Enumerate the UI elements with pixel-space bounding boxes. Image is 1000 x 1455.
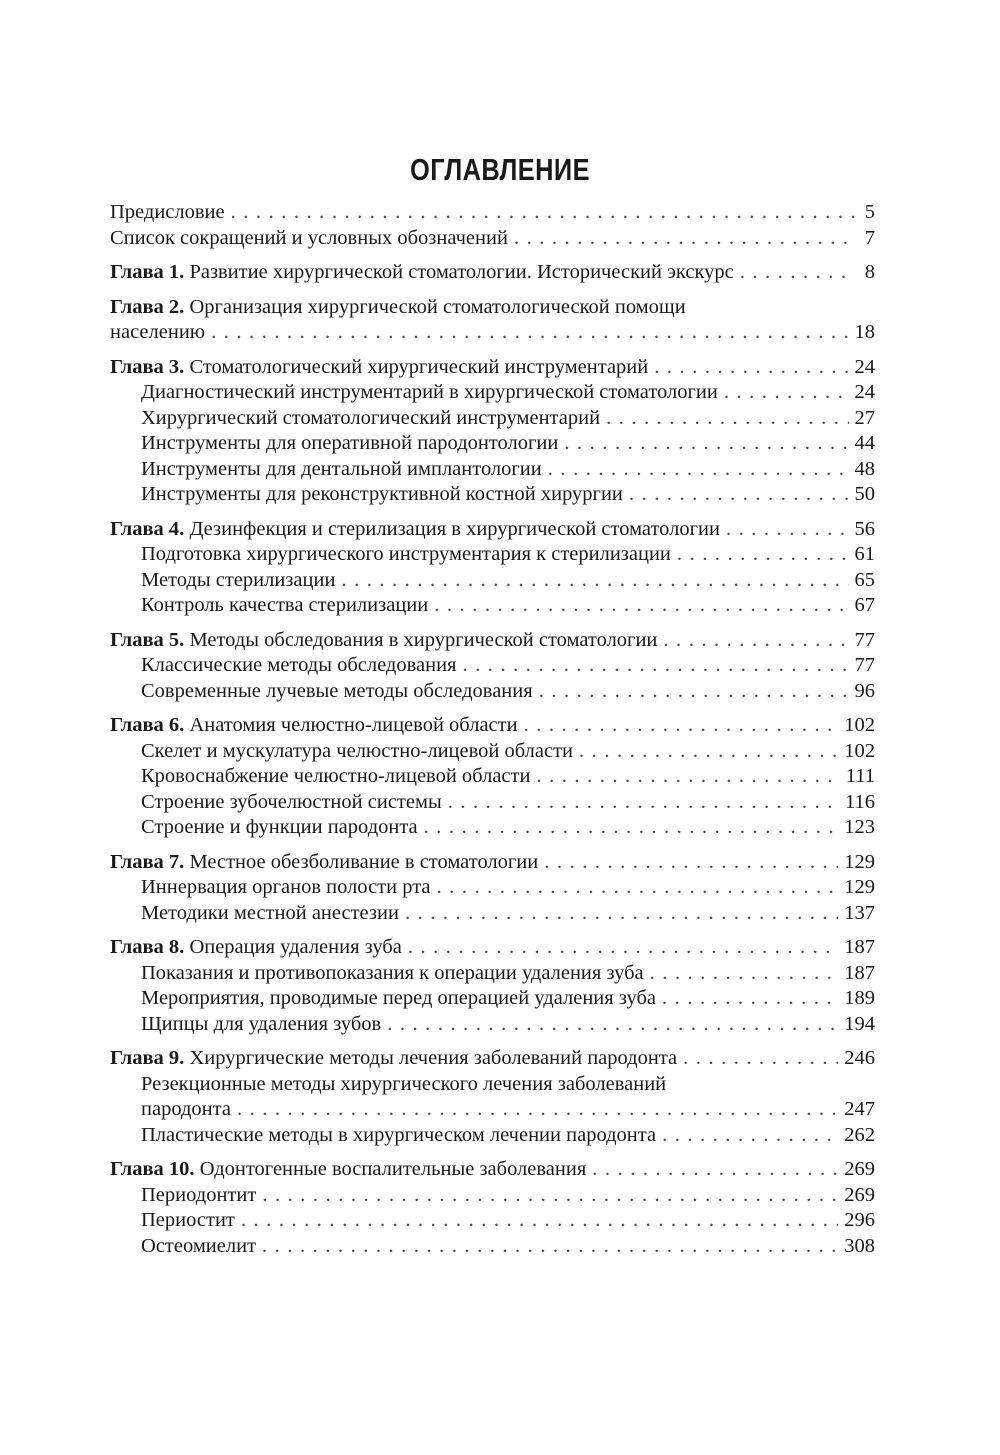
toc-leader-dots: [405, 901, 838, 927]
toc-section-entry[interactable]: [110, 961, 875, 987]
toc-section-entry[interactable]: [110, 380, 875, 406]
toc-entry-label: [110, 713, 518, 739]
section-title: Остеомиелит: [141, 1234, 257, 1257]
toc-chapter-4: [110, 517, 875, 619]
chapter-prefix: Глава 9.: [110, 1047, 185, 1069]
chapter-title: Дезинфекция и стерилизация в хирургической стоматологии: [189, 517, 720, 540]
section-title: Инструменты для оперативной пародонтологии: [141, 432, 559, 454]
chapter-title: Операция удаления зуба: [189, 936, 402, 958]
section-title: Иннервация органов полости рта: [141, 876, 431, 898]
toc-leader-dots: [579, 739, 838, 765]
toc-page-number: 116: [845, 790, 875, 813]
section-title: Хирургический стоматологический инструментарий: [141, 406, 601, 429]
toc-page-number: 44: [854, 432, 875, 454]
toc-page-number: 102: [844, 714, 875, 736]
toc-section-entry[interactable]: [110, 901, 875, 927]
toc-leader-dots: [683, 1046, 838, 1072]
chapter-prefix: Глава 10.: [110, 1158, 195, 1180]
chapter-title: Стоматологический хирургический инструментарий: [189, 355, 649, 378]
toc-leader-dots: [629, 482, 849, 508]
toc-leader-dots: [241, 1208, 838, 1234]
toc-chapter-10: [110, 1157, 875, 1259]
toc-section-entry[interactable]: [110, 482, 875, 508]
toc-leader-dots: [448, 790, 839, 816]
section-title: Кровоснабжение челюстно-лицевой области: [141, 765, 531, 787]
toc-leader-dots: [262, 1234, 838, 1260]
toc-section-entry[interactable]: [110, 986, 875, 1012]
toc-leader-dots: [211, 320, 848, 346]
section-title: Щипцы для удаления зубов: [141, 1012, 382, 1035]
section-title: Мероприятия, проводимые перед операцией удаления зуба: [141, 987, 657, 1009]
toc-leader-dots: [341, 568, 848, 594]
chapter-prefix: Глава 4.: [110, 517, 185, 540]
section-title: Пластические методы в хирургическом лечении пародонта: [141, 1123, 657, 1146]
chapter-title-line1: Организация хирургической стоматологической помощи: [189, 295, 686, 318]
toc-section-entry[interactable]: [110, 790, 875, 816]
toc-section-entry[interactable]: [110, 1123, 875, 1149]
toc-page-number: 269: [844, 1158, 875, 1180]
toc-leader-dots: [514, 226, 855, 252]
toc-entry-abbreviations[interactable]: [110, 226, 875, 252]
toc-chapter-8: [110, 935, 875, 1037]
section-title: Периодонтит: [141, 1183, 257, 1206]
toc-page-number: 308: [844, 1234, 875, 1257]
toc-leader-dots: [650, 961, 839, 987]
toc-chapter-entry[interactable]: [110, 935, 875, 961]
toc-leader-dots: [726, 517, 849, 543]
toc-page-number: 246: [844, 1047, 875, 1069]
toc-chapter-2: [110, 295, 875, 346]
toc-chapter-entry[interactable]: [110, 320, 875, 346]
toc-chapter-entry-line1[interactable]: [110, 295, 875, 321]
toc-leader-dots: [463, 653, 849, 679]
section-title: Показания и противопоказания к операции удаления зуба: [141, 961, 644, 984]
toc-section-entry[interactable]: [110, 1183, 875, 1209]
toc-page-number: 137: [844, 901, 875, 924]
section-title: Контроль качества стерилизации: [141, 594, 429, 616]
toc-entry-label: [110, 260, 734, 286]
toc-chapter-entry[interactable]: [110, 628, 875, 654]
toc-page-number: 48: [854, 457, 875, 480]
toc-chapter-9: [110, 1046, 875, 1148]
chapter-title: Развитие хирургической стоматологии. Исторический экскурс: [189, 261, 734, 283]
toc-entry-label: [110, 1157, 586, 1183]
chapter-title: Хирургические методы лечения заболеваний пародонта: [189, 1047, 678, 1069]
toc-page-number: 247: [844, 1098, 875, 1120]
toc-section-entry[interactable]: [110, 1234, 875, 1260]
toc-leader-dots: [662, 1123, 838, 1149]
toc-section-entry[interactable]: [110, 1097, 875, 1123]
toc-page-number: 187: [844, 936, 875, 958]
toc-leader-dots: [654, 355, 848, 381]
toc-page-number: 18: [854, 321, 875, 343]
toc-chapter-entry[interactable]: [110, 1157, 875, 1183]
toc-leader-dots: [662, 986, 838, 1012]
toc-page-number: 129: [844, 876, 875, 898]
toc-page-number: 296: [844, 1209, 875, 1231]
toc-leader-dots: [548, 457, 849, 483]
toc-entry-label: Список сокращений и условных обозначений: [110, 226, 508, 249]
toc-page-number: 269: [844, 1183, 875, 1206]
toc-leader-dots: [237, 1097, 838, 1123]
toc-page-number: 67: [854, 594, 875, 616]
toc-leader-dots: [437, 875, 839, 901]
toc-chapter-6: [110, 713, 875, 841]
toc-leader-dots: [592, 1157, 838, 1183]
toc-section-entry[interactable]: [110, 764, 875, 790]
toc-entry-preface[interactable]: [110, 200, 875, 226]
toc-page-number: 50: [854, 483, 875, 505]
toc-page-number: 187: [844, 961, 875, 984]
toc-leader-dots: [606, 406, 848, 432]
toc-page-number: 65: [854, 568, 875, 591]
page-title: ОГЛАВЛЕНИЕ: [410, 152, 590, 187]
toc-leader-dots: [724, 380, 849, 406]
toc-leader-dots: [524, 713, 839, 739]
toc-chapter-entry[interactable]: [110, 355, 875, 381]
toc-section-entry[interactable]: [110, 568, 875, 594]
section-title: Инструменты для дентальной имплантологии: [141, 457, 542, 480]
toc-section-entry[interactable]: [110, 653, 875, 679]
toc-page-number: 61: [854, 543, 875, 565]
toc-page-number: 102: [844, 739, 875, 762]
toc-entry-label: Предисловие: [110, 201, 225, 223]
section-title: пародонта: [141, 1098, 231, 1120]
section-title: Диагностический инструментарий в хирургической стоматологии: [141, 381, 718, 403]
toc-entry-label: [110, 1046, 677, 1072]
toc-chapter-5: [110, 628, 875, 705]
toc-chapter-1: [110, 260, 875, 286]
toc-leader-dots: [408, 935, 838, 961]
toc-page-number: 189: [844, 987, 875, 1009]
toc-page-number: 77: [854, 628, 875, 651]
toc-chapter-entry[interactable]: [110, 260, 875, 286]
toc-chapter-entry[interactable]: [110, 850, 875, 876]
toc-page-number: 7: [864, 226, 875, 249]
toc-leader-dots: [740, 260, 855, 286]
toc-section-entry[interactable]: [110, 593, 875, 619]
toc-section-entry[interactable]: [110, 875, 875, 901]
toc-leader-dots: [544, 850, 838, 876]
toc-section-entry[interactable]: [110, 457, 875, 483]
toc-page-number: 77: [854, 654, 875, 676]
toc-section-entry[interactable]: [110, 431, 875, 457]
toc-entry-label: [110, 517, 720, 543]
chapter-title: Одонтогенные воспалительные заболевания: [199, 1158, 587, 1180]
chapter-prefix: Глава 2.: [110, 295, 185, 318]
toc-page-number: 111: [845, 765, 875, 787]
toc-intro-group: [110, 200, 875, 251]
toc-leader-dots: [663, 628, 848, 654]
toc-section-entry-line1[interactable]: Резекционные методы хирургического лечения заболеваний: [141, 1072, 667, 1095]
toc-leader-dots: [231, 200, 855, 226]
toc-chapter-entry[interactable]: [110, 1046, 875, 1072]
toc-page-number: 24: [854, 355, 875, 378]
section-title: Методики местной анестезии: [141, 901, 399, 924]
toc-page-number: 8: [864, 261, 875, 283]
toc-page-number: 96: [854, 679, 875, 702]
section-title: Классические методы обследования: [141, 654, 457, 676]
section-title: Подготовка хирургического инструментария к стерилизации: [141, 543, 671, 565]
chapter-title: Методы обследования в хирургической стоматологии: [189, 628, 658, 651]
chapter-prefix: Глава 8.: [110, 936, 185, 958]
chapter-title: Местное обезболивание в стоматологии: [189, 850, 539, 873]
toc-leader-dots: [262, 1183, 838, 1209]
section-title: Инструменты для реконструктивной костной хирургии: [141, 483, 623, 505]
toc-page-number: 5: [864, 201, 875, 223]
chapter-title: Анатомия челюстно-лицевой области: [189, 714, 518, 736]
toc-section-entry[interactable]: [110, 815, 875, 841]
section-title: Методы стерилизации: [141, 568, 336, 591]
chapter-prefix: Глава 5.: [110, 628, 185, 651]
toc-leader-dots: [536, 764, 839, 790]
toc-page-number: 123: [844, 816, 875, 838]
toc-section-entry[interactable]: [110, 406, 875, 432]
toc-leader-dots: [424, 815, 839, 841]
toc-leader-dots: [387, 1012, 838, 1038]
table-of-contents: [110, 200, 875, 1268]
toc-page-number: 194: [844, 1012, 875, 1035]
toc-section-entry[interactable]: [110, 679, 875, 705]
toc-page-number: 56: [854, 517, 875, 540]
section-title: Строение и функции пародонта: [141, 816, 418, 838]
toc-section-entry[interactable]: [110, 1208, 875, 1234]
toc-entry-label: [110, 850, 538, 876]
chapter-prefix: Глава 7.: [110, 850, 185, 873]
toc-page-number: 27: [854, 406, 875, 429]
toc-entry-label: [110, 935, 402, 961]
toc-section-entry[interactable]: [110, 1012, 875, 1038]
toc-leader-dots: [539, 679, 849, 705]
toc-section-entry[interactable]: [110, 542, 875, 568]
chapter-prefix: Глава 1.: [110, 261, 185, 283]
toc-entry-label: [110, 628, 657, 654]
toc-leader-dots: [677, 542, 849, 568]
toc-page-number: 129: [844, 850, 875, 873]
toc-chapter-3: [110, 355, 875, 508]
section-title: Современные лучевые методы обследования: [141, 679, 533, 702]
chapter-prefix: Глава 6.: [110, 714, 185, 736]
chapter-title: населению: [110, 321, 206, 343]
section-title: Скелет и мускулатура челюстно-лицевой области: [141, 739, 574, 762]
toc-section-entry[interactable]: [110, 739, 875, 765]
toc-leader-dots: [434, 593, 848, 619]
section-title: Периостит: [141, 1209, 235, 1231]
toc-leader-dots: [564, 431, 848, 457]
toc-entry-label: [110, 355, 648, 381]
toc-page-number: 262: [844, 1123, 875, 1146]
toc-page-number: 24: [854, 381, 875, 403]
toc-chapter-entry[interactable]: [110, 517, 875, 543]
chapter-prefix: Глава 3.: [110, 355, 185, 378]
toc-chapter-entry[interactable]: [110, 713, 875, 739]
section-title: Строение зубочелюстной системы: [141, 790, 442, 813]
toc-chapter-7: [110, 850, 875, 927]
